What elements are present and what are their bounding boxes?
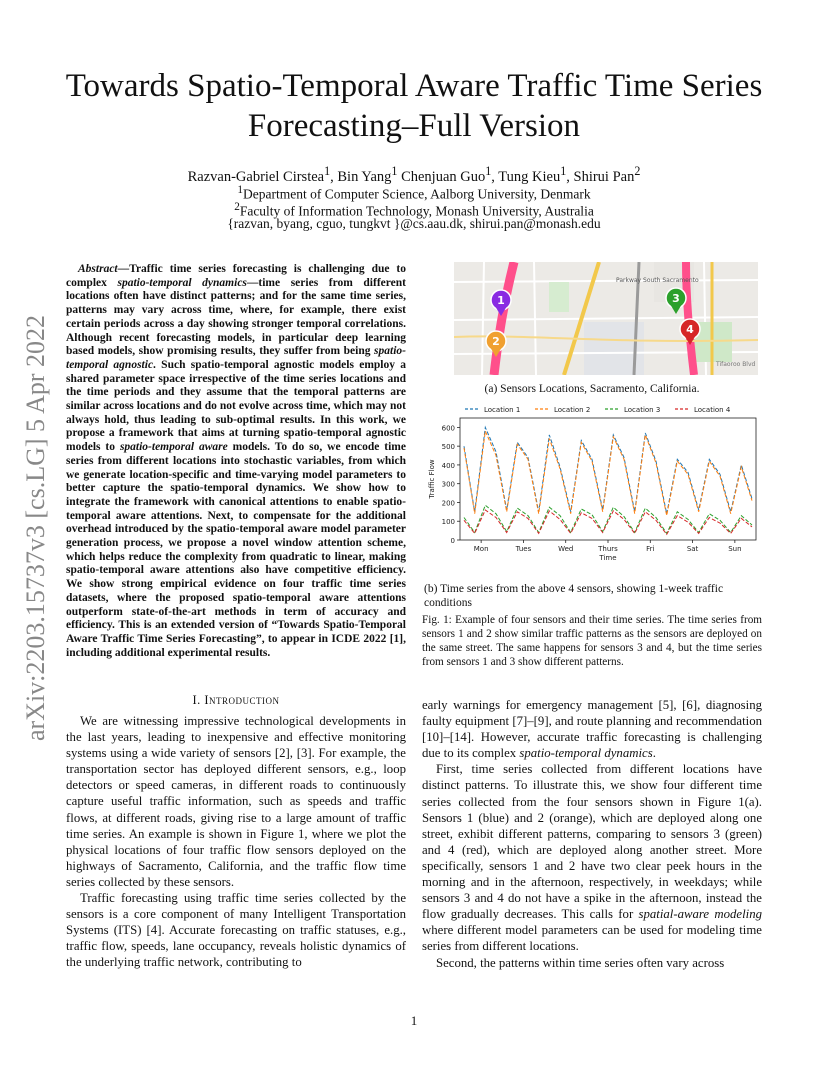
y-tick-label: 300 (441, 480, 455, 489)
left-column-text (66, 713, 406, 971)
page-number: 1 (410, 1013, 418, 1028)
x-tick-label: Wed (558, 545, 574, 553)
svg-text:1: 1 (497, 294, 505, 307)
series-line-4 (464, 510, 752, 534)
legend-label: Location 3 (624, 406, 661, 414)
sensor-map (454, 262, 758, 375)
paragraph: early warnings for emergency management [5], [6], diagnosing faulty equipment [7]–[9], and route planning and recommendation [10]–[14]. However, accurate traffic forecasting is challenging due to its complex spatio-temporal dynamics. (422, 698, 762, 761)
subfigure-caption-b: (b) Time series from the above 4 sensors, showing 1-week traffic conditions (424, 583, 724, 609)
traffic-flow-chart-svg (420, 398, 764, 564)
author-name: Shirui Pan (573, 168, 635, 185)
svg-text:2: 2 (492, 335, 500, 348)
author-emails: {razvan, byang, cguo, tungkvt }@cs.aau.dk, shirui.pan@monash.edu (227, 216, 601, 231)
author-name: Razvan-Gabriel Cirstea (187, 168, 325, 185)
arxiv-identifier: arXiv:2203.15737v3 [cs.LG] 5 Apr 2022 (21, 314, 50, 742)
affiliation-mark: 1 (485, 164, 492, 178)
map-label: Tifaoroo Blvd (716, 361, 756, 368)
paper-title: Towards Spatio-Temporal Aware Traffic Time Series Forecasting–Full Version (65, 68, 763, 144)
y-tick-label: 200 (441, 499, 455, 508)
y-tick-label: 600 (441, 424, 455, 433)
paragraph: Traffic forecasting using traffic time series collected by the sensors is a core component of many Intelligent Transportation Systems (ITS) [4]. Accurate forecasting on traffic statuses, e.g., traffic flow, speeds, lane occupancy, reveals holistic dynamics of the underlying traffic network, contributing to (66, 891, 406, 970)
series-line-1 (464, 427, 752, 513)
legend-label: Location 1 (484, 406, 521, 414)
affiliation-mark: 2 (634, 164, 641, 178)
y-tick-label: 0 (450, 537, 455, 545)
author-name: Chenjuan Guo (401, 168, 486, 185)
affiliation-mark: 1 (324, 164, 331, 178)
x-tick-label: Fri (646, 545, 655, 553)
x-tick-label: Mon (473, 545, 489, 553)
affiliation-2: $^2$Faculty of Information Technology, Monash University, Australia (234, 201, 594, 219)
legend-label: Location 2 (554, 406, 591, 414)
svg-text:4: 4 (686, 323, 694, 336)
right-column-text (422, 697, 762, 971)
x-tick-label: Thurs (598, 545, 618, 553)
legend-label: Location 4 (694, 406, 731, 414)
x-tick-label: Tues (515, 545, 532, 553)
author-list: Razvan-Gabriel Cirstea$^1$, Bin Yang$^1$ Chenjuan Guo$^1$, Tung Kieu$^1$, Shirui Pan$^2$ (187, 164, 641, 185)
y-tick-label: 400 (441, 461, 455, 470)
x-tick-label: Sun (728, 545, 742, 553)
author-name: Bin Yang (337, 168, 392, 185)
traffic-flow-chart (420, 398, 764, 564)
series-line-2 (464, 431, 752, 515)
abstract: Abstract—Traffic time series forecasting is challenging due to complex spatio-temporal dynamics—time series from different locations often have distinct patterns; and for the same time series, patterns may vary across time, where, for example, there exist certain periods across a day showing stronger temporal correlations. Although recent forecasting models, in particular deep learning based models, show promising results, they suffer from being spatio-temporal agnostic. Such spatio-temporal agnostic models employ a shared parameter space irrespective of the time series locations and the time periods and they assume that the temporal patterns are similar across locations and do not evolve across time, which may not always hold, thus leading to sub-optimal results. In this work, we propose a framework that aims at turning spatio-temporal agnostic models to spatio-temporal aware models. To do so, we encode time series from different locations into stochastic variables, from which we generate location-specific and time-varying model parameters to better capture the spatio-temporal dynamics. We show how to integrate the framework with canonical attentions to enable spatio-temporal aware attentions. Next, to compensate for the additional overhead introduced by the spatio-temporal aware model parameter generation process, we propose a novel window attention scheme, which helps reduce the complexity from quadratic to linear, making spatio-temporal aware attentions also have competitive efficiency. We show strong empirical evidence on four traffic time series datasets, where the proposed spatio-temporal aware attentions outperform state-of-the-art methods in term of accuracy and efficiency. This is an extended version of “Towards Spatio-Temporal Aware Traffic Time Series Forecasting”, to appear in ICDE 2022 [1], including additional experimental results. (66, 263, 407, 659)
y-axis-label: Traffic Flow (428, 459, 436, 499)
subfigure-caption-a: (a) Sensors Locations, Sacramento, California. (484, 383, 700, 395)
section-heading: I. Introduction (192, 693, 280, 707)
abstract-label: Abstract (78, 263, 118, 275)
author-name: Tung Kieu (498, 168, 561, 185)
paragraph: Second, the patterns within time series often vary across (436, 955, 725, 970)
y-tick-label: 500 (441, 443, 455, 452)
affiliation-mark: 1 (391, 164, 398, 178)
x-tick-label: Sat (686, 545, 699, 553)
figure-caption: Fig. 1: Example of four sensors and their time series. The time series from sensors 1 and 2 show similar traffic patterns as the sensors are deployed on the same street. The same happens for sensors 3 and 4, but the time series from sensors 1 and 3 show different patterns. (422, 614, 762, 668)
map-label: Parkway South Sacramento (616, 277, 699, 284)
x-axis-label: Time (599, 554, 617, 562)
affiliation-1: $^1$Department of Computer Science, Aalborg University, Denmark (237, 184, 591, 202)
affiliation-mark: 1 (560, 164, 567, 178)
paragraph: First, time series collected from different locations have distinct patterns. To illustrate this, we show four different time series collected from the four sensors shown in Figure 1(a). Sensors 1 (blue) and 2 (orange), which are deployed along one street, exhibit different patterns, comparing to sensors 3 (green) and 4 (red), which are deployed along another street. More specifically, sensors 1 and 2 have two clear peek hours in the morning and in the afternoon, respectively, in weekdays; while sensors 3 and 4 do not have a spike in the afternoon, instead the flow gradually decreases. This calls for spatial-aware modeling where different model parameters can be used for modeling time series from different locations. (422, 762, 762, 954)
svg-text:3: 3 (672, 292, 680, 305)
y-tick-label: 100 (441, 518, 455, 527)
paragraph: We are witnessing impressive technological developments in the last years, leading to inexpensive and effective monitoring systems using a wide variety of sensors [2], [3]. For example, the transportation sector has deployed different sensors, e.g., loop detectors or speed cameras, in different roads to continuously capture useful traffic information, such as speeds and traffic flows, at different roads, giving rise to a large amount of traffic time series. An example is shown in Figure 1, where we plot the physical locations of four traffic flow sensors deployed on the highways of Sacramento, California, and the traffic flow time series collected by these sensors. (66, 714, 406, 889)
